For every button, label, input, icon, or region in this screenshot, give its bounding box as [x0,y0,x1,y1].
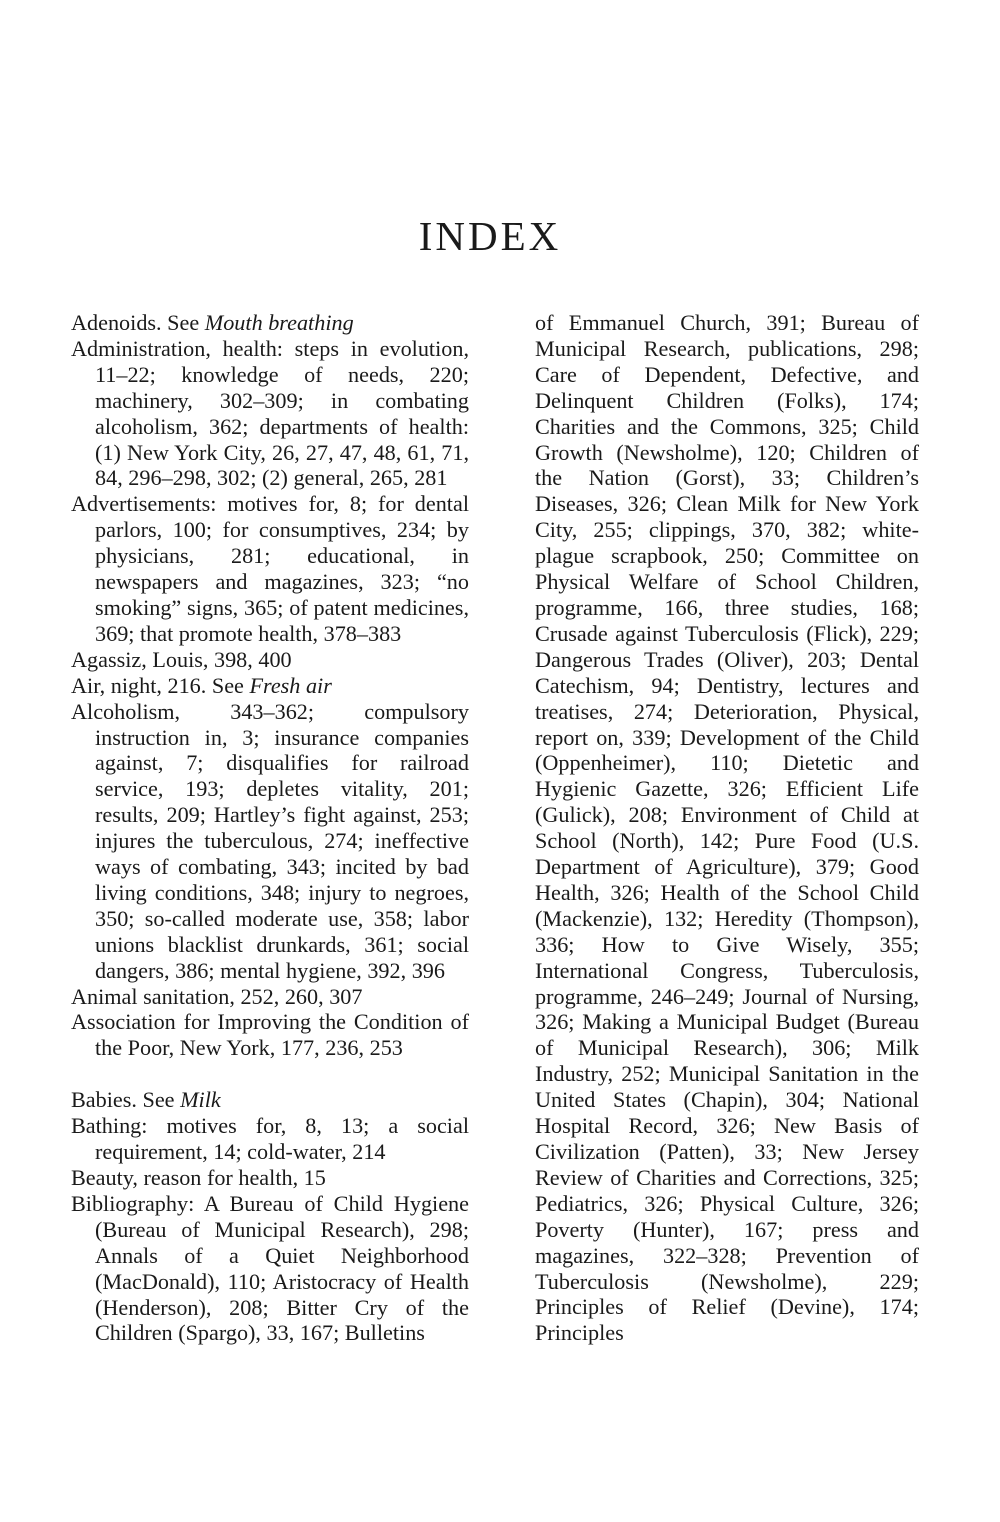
index-entry: Advertisements: motives for, 8; for dental parlors, 100; for consumptives, 234; by physicians, 281; educational, in newspapers and magazines, 323; “no smoking” signs, 365; of patent medicines, 369; that promote health, 378–383 [71,491,469,646]
index-entry-continued: of Emmanuel Church, 391; Bureau of Municipal Research, publications, 298; Care of Dependent, Defective, and Delinquent Children (Folks), 174; Charities and the Commons, 325; Child Growth (Newsholme), 120; Children of the Nation (Gorst), 33; Children’s Diseases, 326; Clean Milk for New York City, 255; clippings, 370, 382; white-plague scrapbook, 250; Committee on Physical Welfare of School Children, programme, 166, three studies, 168; Crusade against Tuberculosis (Flick), 229; Dangerous Trades (Oliver), 203; Dental Catechism, 94; Dentistry, lectures and treatises, 274; Deterioration, Physical, report on, 339; Development of the Child (Oppenheimer), 110; Dietetic and Hygienic Gazette, 326; Efficient Life (Gulick), 208; Environment of Child at School (North), 142; Pure Food (U.S. Department of Agriculture), 379; Good Health, 326; Health of the School Child (Mackenzie), 132; Heredity (Thompson), 336; How to Give Wisely, 355; International Congress, Tuberculosis, programme, 246–249; Journal of Nursing, 326; Making a Municipal Budget (Bureau of Municipal Research), 306; Milk Industry, 252; Municipal Sanitation in the United States (Chapin), 304; National Hospital Record, 326; New Basis of Civilization (Patten), 33; New Jersey Review of Charities and Corrections, 325; Pediatrics, 326; Physical Culture, 326; Poverty (Hunter), 167; press and magazines, 322–328; Prevention of Tuberculosis (Newsholme), 229; Principles of Relief (Devine), 174; Principles [535,310,919,1346]
index-entry: Animal sanitation, 252, 260, 307 [71,983,363,1009]
section-gap [71,1061,469,1087]
index-entry: Air, night, 216. See Fresh air [71,672,332,698]
index-entry: Alcoholism, 343–362; compulsory instruction in, 3; insurance companies against, 7; disqualifies for railroad service, 193; depletes vitality, 201; results, 209; Hartley’s fight against, 253; injures the tuberculous, 274; ineffective ways of combating, 343; incited by bad living conditions, 348; injury to negroes, 350; so-called moderate use, 358; labor unions blacklist drunkards, 361; social dangers, 386; mental hygiene, 392, 396 [71,698,469,983]
index-entry: Babies. See Milk [71,1087,221,1113]
index-entry: Agassiz, Louis, 398, 400 [71,646,292,672]
index-entry: Bibliography: A Bureau of Child Hygiene (Bureau of Municipal Research), 298; Annals of a Quiet Neighborhood (MacDonald), 110; Aristocracy of Health (Henderson), 208; Bitter Cry of the Children (Spargo), 33, 167; Bulletins [71,1190,469,1346]
index-column-left [71,310,469,1346]
index-entry: Beauty, reason for health, 15 [71,1165,326,1190]
index-entry: Association for Improving the Condition of the Poor, New York, 177, 236, 253 [71,1009,469,1061]
index-entry: Administration, health: steps in evolution, 11–22; knowledge of needs, 220; machinery, 302–309; in combating alcoholism, 362; departments of health: (1) New York City, 26, 27, 47, 48, 61, 71, 84, 296–298, 302; (2) general, 265, 281 [71,335,469,491]
index-entry: Bathing: motives for, 8, 13; a social requirement, 14; cold-water, 214 [71,1113,469,1165]
page-title: INDEX [418,213,562,259]
index-column-right [535,310,919,1346]
index-entry: Adenoids. See Mouth breathing [71,310,354,335]
